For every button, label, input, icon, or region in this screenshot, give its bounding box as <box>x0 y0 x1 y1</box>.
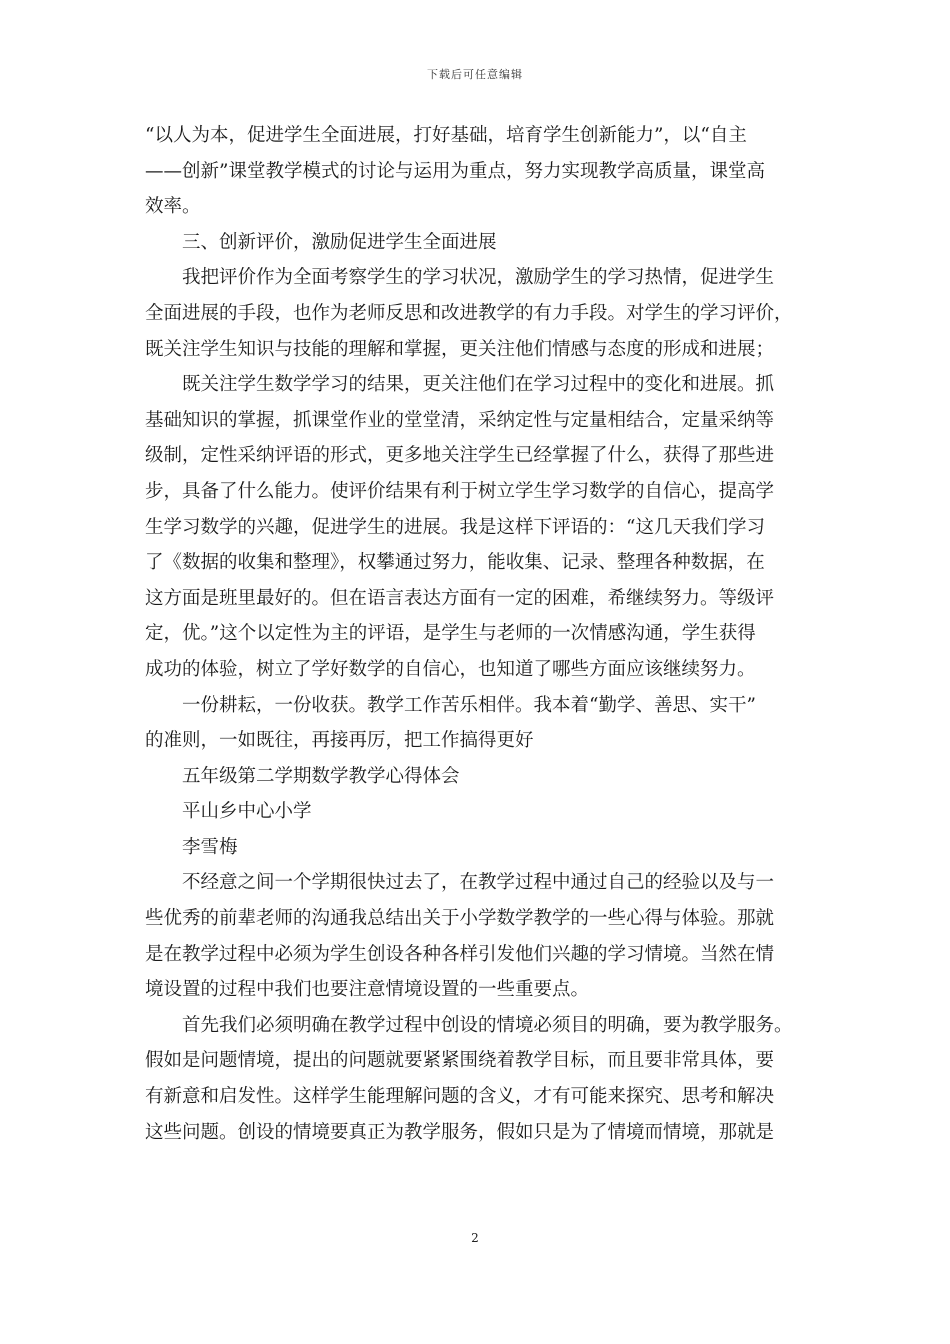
text-line: 一份耕耘，一份收获。教学工作苦乐相伴。我本着“勤学、善思、实干” <box>182 694 756 716</box>
text-line: 假如是问题情境，提出的问题就要紧紧围绕着教学目标，而且要非常具体，要 <box>145 1050 775 1072</box>
paragraph-5 <box>145 688 825 759</box>
text-line: 境设置的过程中我们也要注意情境设置的一些重要点。 <box>145 979 590 1001</box>
text-line: 既关注学生数学学习的结果，更关注他们在学习过程中的变化和进展。抓 <box>182 374 775 396</box>
page-header: 下载后可任意编辑 <box>427 68 523 81</box>
text-line: 全面进展的手段，也作为老师反思和改进教学的有力手段。对学生的学习评价， <box>145 302 793 324</box>
text-line: 有新意和启发性。这样学生能理解问题的含义，才有可能来探究、思考和解决 <box>145 1086 775 1108</box>
paragraph-3 <box>145 260 825 367</box>
paragraph-4 <box>145 367 825 687</box>
text-line: ——创新”课堂教学模式的讨论与运用为重点，努力实现教学高质量，课堂高 <box>145 160 765 182</box>
text-line: 不经意之间一个学期很快过去了，在教学过程中通过自己的经验以及与一 <box>182 872 775 894</box>
text-line: 基础知识的掌握，抓课堂作业的堂堂清，采纳定性与定量相结合，定量采纳等 <box>145 409 775 431</box>
article-title <box>145 759 825 795</box>
section-heading <box>145 225 825 261</box>
text-line: “以人为本，促进学生全面进展，打好基础，培育学生创新能力”，以“自主 <box>145 125 747 146</box>
text-line: 些优秀的前辈老师的沟通我总结出关于小学数学教学的一些心得与体验。那就 <box>145 908 775 930</box>
document-body <box>145 118 825 1150</box>
text-line: 是在教学过程中必须为学生创设各种各样引发他们兴趣的学习情境。当然在情 <box>145 943 775 965</box>
page-number: 2 <box>471 1231 479 1245</box>
text-line: 级制，定性采纳评语的形式，更多地关注学生已经掌握了什么，获得了那些进 <box>145 445 775 467</box>
paragraph-1 <box>145 118 825 225</box>
text-line: 了《数据的收集和整理》，权攀通过努力，能收集、记录、整理各种数据，在 <box>145 552 765 574</box>
text-line: 李雪梅 <box>182 836 238 858</box>
text-line: 首先我们必须明确在教学过程中创设的情境必须目的明确，要为教学服务。 <box>182 1014 793 1036</box>
text-line: 这方面是班里最好的。但在语言表达方面有一定的困难，希继续努力。等级评 <box>145 587 775 609</box>
text-line: 步，具备了什么能力。使评价结果有利于树立学生学习数学的自信心，提高学 <box>145 480 775 502</box>
text-line: 成功的体验，树立了学好数学的自信心，也知道了哪些方面应该继续努力。 <box>145 658 756 680</box>
text-line: 平山乡中心小学 <box>182 801 312 823</box>
text-line: 这些问题。创设的情境要真正为教学服务，假如只是为了情境而情境，那就是 <box>145 1121 775 1143</box>
text-line: 我把评价作为全面考察学生的学习状况，激励学生的学习热情，促进学生 <box>182 267 775 289</box>
text-line: 五年级第二学期数学教学心得体会 <box>182 765 460 787</box>
text-line: 生学习数学的兴趣，促进学生的进展。我是这样下评语的：“这几天我们学习 <box>145 516 765 538</box>
paragraph-10 <box>145 1008 825 1150</box>
text-line: 的准则，一如既往，再接再厉，把工作搞得更好 <box>145 730 534 752</box>
paragraph-9 <box>145 865 825 1007</box>
text-line: 效率。 <box>145 196 201 218</box>
author-name <box>145 830 825 866</box>
text-line: 定，优。”这个以定性为主的评语，是学生与老师的一次情感沟通，学生获得 <box>145 623 756 645</box>
text-line: 三、创新评价，激励促进学生全面进展 <box>182 231 497 253</box>
school-name <box>145 794 825 830</box>
text-line: 既关注学生知识与技能的理解和掌握，更关注他们情感与态度的形成和进展； <box>145 338 775 360</box>
